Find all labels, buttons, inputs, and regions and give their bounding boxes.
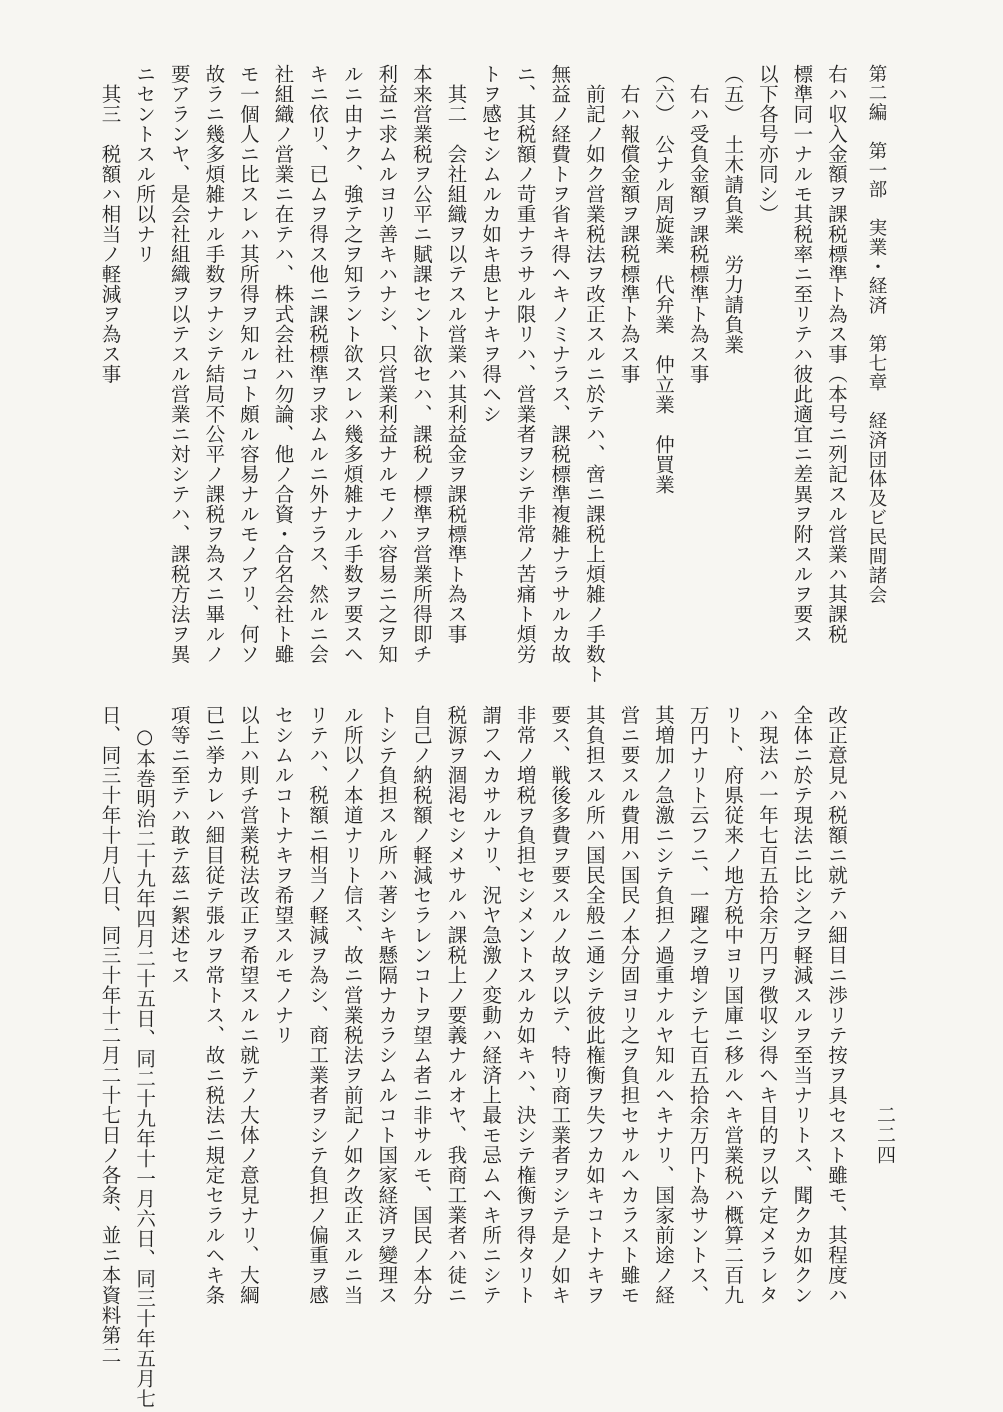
text-line: 已ニ挙カレハ細目従テ張ルヲ常トス、故ニ税法ニ規定セラルヘキ条 <box>202 705 226 1305</box>
text-line: リト、府県従来ノ地方税中ヨリ国庫ニ移ルヘキ営業税ハ概算二百九 <box>721 705 745 1305</box>
text-line: 利益ニ求ムルヨリ善キハナシ、只営業利益ナルモノハ容易ニ之ヲ知 <box>375 64 399 664</box>
text-line: リテハ、税額ニ相当ノ軽減ヲ為シ、商工業者ヲシテ負担ノ偏重ヲ感 <box>306 705 330 1305</box>
text-line: 税源ヲ涸渇セシメサルハ課税上ノ要義ナルオヤ、我商工業者ハ徒ニ <box>444 705 468 1305</box>
text-line: 以上ハ則チ営業税法改正ヲ希望スルニ就テノ大体ノ意見ナリ、大綱 <box>236 705 260 1305</box>
upper-text-block <box>98 64 853 684</box>
text-line: ル所以ノ本道ナリト信ス、故ニ営業税法ヲ前記ノ如ク改正スルニ当 <box>340 705 364 1305</box>
text-line: 右ハ受負金額ヲ課税標準ト為ス事 <box>686 83 710 384</box>
text-line: ニ、其税額ノ苛重ナラサル限リハ、営業者ヲシテ非常ノ苦痛ト煩労 <box>513 64 537 664</box>
text-line: （五） 土木請負業 労力請負業 <box>721 64 745 355</box>
text-line: 謂フヘカサルナリ、況ヤ急激ノ変動ハ経済上最モ忌ムヘキ所ニシテ <box>479 705 503 1305</box>
text-line: トシテ負担スル所ハ著シキ懸隔ナカラシムルコト国家経済ヲ變理ス <box>375 705 399 1305</box>
page-number: 二二四 <box>874 1105 896 1165</box>
text-line: 要アランヤ、是会社組織ヲ以テスル営業ニ対シテハ、課税方法ヲ異 <box>167 64 191 664</box>
text-line: ルニ由ナク、強テ之ヲ知ラント欲スレハ幾多煩雑ナル手数ヲ要スヘ <box>340 64 364 664</box>
text-line: 本来営業税ヲ公平ニ賦課セント欲セハ、課税ノ標準ヲ営業所得即チ <box>409 64 433 664</box>
text-line: 営ニ要スル費用ハ国民ノ本分固ヨリ之ヲ負担セサルヘカラスト雖モ <box>617 705 641 1305</box>
text-line: 改正意見ハ税額ニ就テハ細目ニ渉リテ按ヲ具セスト雖モ、其程度ハ <box>825 705 848 1305</box>
text-line: ハ現法ハ一年七百五拾余万円ヲ徴収シ得ヘキ目的ヲ以テ定メラレタ <box>755 705 779 1305</box>
text-line: 右ハ報償金額ヲ課税標準ト為ス事 <box>617 83 641 384</box>
text-line: 其二 会社組織ヲ以テスル営業ハ其利益金ヲ課税標準ト為ス事 <box>444 83 468 644</box>
text-line: 其負担スル所ハ国民全般ニ通シテ彼此権衡ヲ失フカ如キコトナキヲ <box>582 705 606 1305</box>
lower-text-block <box>98 705 853 1408</box>
text-line: 其増加ノ急激ニシテ負担ノ過重ナルヤ知ルヘキナリ、国家前途ノ経 <box>652 705 676 1305</box>
text-line: 其三 税額ハ相当ノ軽減ヲ為ス事 <box>98 83 122 384</box>
running-head-text: 第二編 第一部 実業・経済 第七章 経済団体及ビ民間諸会 <box>866 64 887 605</box>
text-line: 故ラニ幾多煩雑ナル手数ヲナシテ結局不公平ノ課税ヲ為スニ畢ルノ <box>202 64 226 664</box>
text-line: 前記ノ如ク営業税法ヲ改正スルニ於テハ、啻ニ課税上煩雑ノ手数ト <box>582 83 606 684</box>
text-line: セシムルコトナキヲ希望スルモノナリ <box>271 705 295 1045</box>
text-line: 右ハ収入金額ヲ課税標準ト為ス事（本号ニ列記スル営業ハ其課税 <box>825 64 848 644</box>
text-line: 万円ナリト云フニ、一躍之ヲ増シテ七百五拾余万円ト為サントス、 <box>686 705 710 1305</box>
text-line: ○本巻明治二十九年四月二十五日、同二十九年十一月六日、同三十年五月七 <box>133 724 157 1408</box>
text-line: 以下各号亦同シ） <box>755 64 779 224</box>
text-line: 項等ニ至テハ敢テ茲ニ絮述セス <box>167 705 191 985</box>
text-line: 全体ニ於テ現法ニ比シ之ヲ軽減スルヲ至当ナリトス、聞クカ如クン <box>790 705 814 1305</box>
text-line: 標準同一ナルモ其税率ニ至リテハ彼此適宜ニ差異ヲ附スルヲ要ス <box>790 64 814 644</box>
running-head <box>858 64 893 604</box>
text-line: モ一個人ニ比スレハ其所得ヲ知ルコト頗ル容易ナルモノアリ、何ソ <box>236 64 260 664</box>
text-line: 要ス、戦後多費ヲ要スルノ故ヲ以テ、特リ商工業者ヲシテ是ノ如キ <box>548 705 572 1305</box>
text-line: トヲ感セシムルカ如キ患ヒナキヲ得ヘシ <box>479 64 503 424</box>
text-line: ニセントスル所以ナリ <box>133 64 157 264</box>
text-line: 自己ノ納税額ノ軽減セラレンコトヲ望ム者ニ非サルモ、国民ノ本分 <box>409 705 433 1305</box>
text-line: 社組織ノ営業ニ在テハ、株式会社ハ勿論、他ノ合資・合名会社ト雖 <box>271 64 295 664</box>
text-line: 非常ノ増税ヲ負担セシメントスルカ如キハ、決シテ権衡ヲ得タリト <box>513 705 537 1305</box>
text-line: キニ依リ、已ムヲ得ス他ニ課税標準ヲ求ムルニ外ナラス、然ルニ会 <box>306 64 330 664</box>
text-line: （六） 公ナル周旋業 代弁業 仲立業 仲買業 <box>652 64 676 495</box>
text-line: 日、同三十年十月八日、同三十年十二月二十七日ノ各条、並ニ本資料第二 <box>98 705 122 1365</box>
text-line: 無益ノ経費トヲ省キ得ヘキノミナラス、課税標準複雑ナラサルカ故 <box>548 64 572 664</box>
